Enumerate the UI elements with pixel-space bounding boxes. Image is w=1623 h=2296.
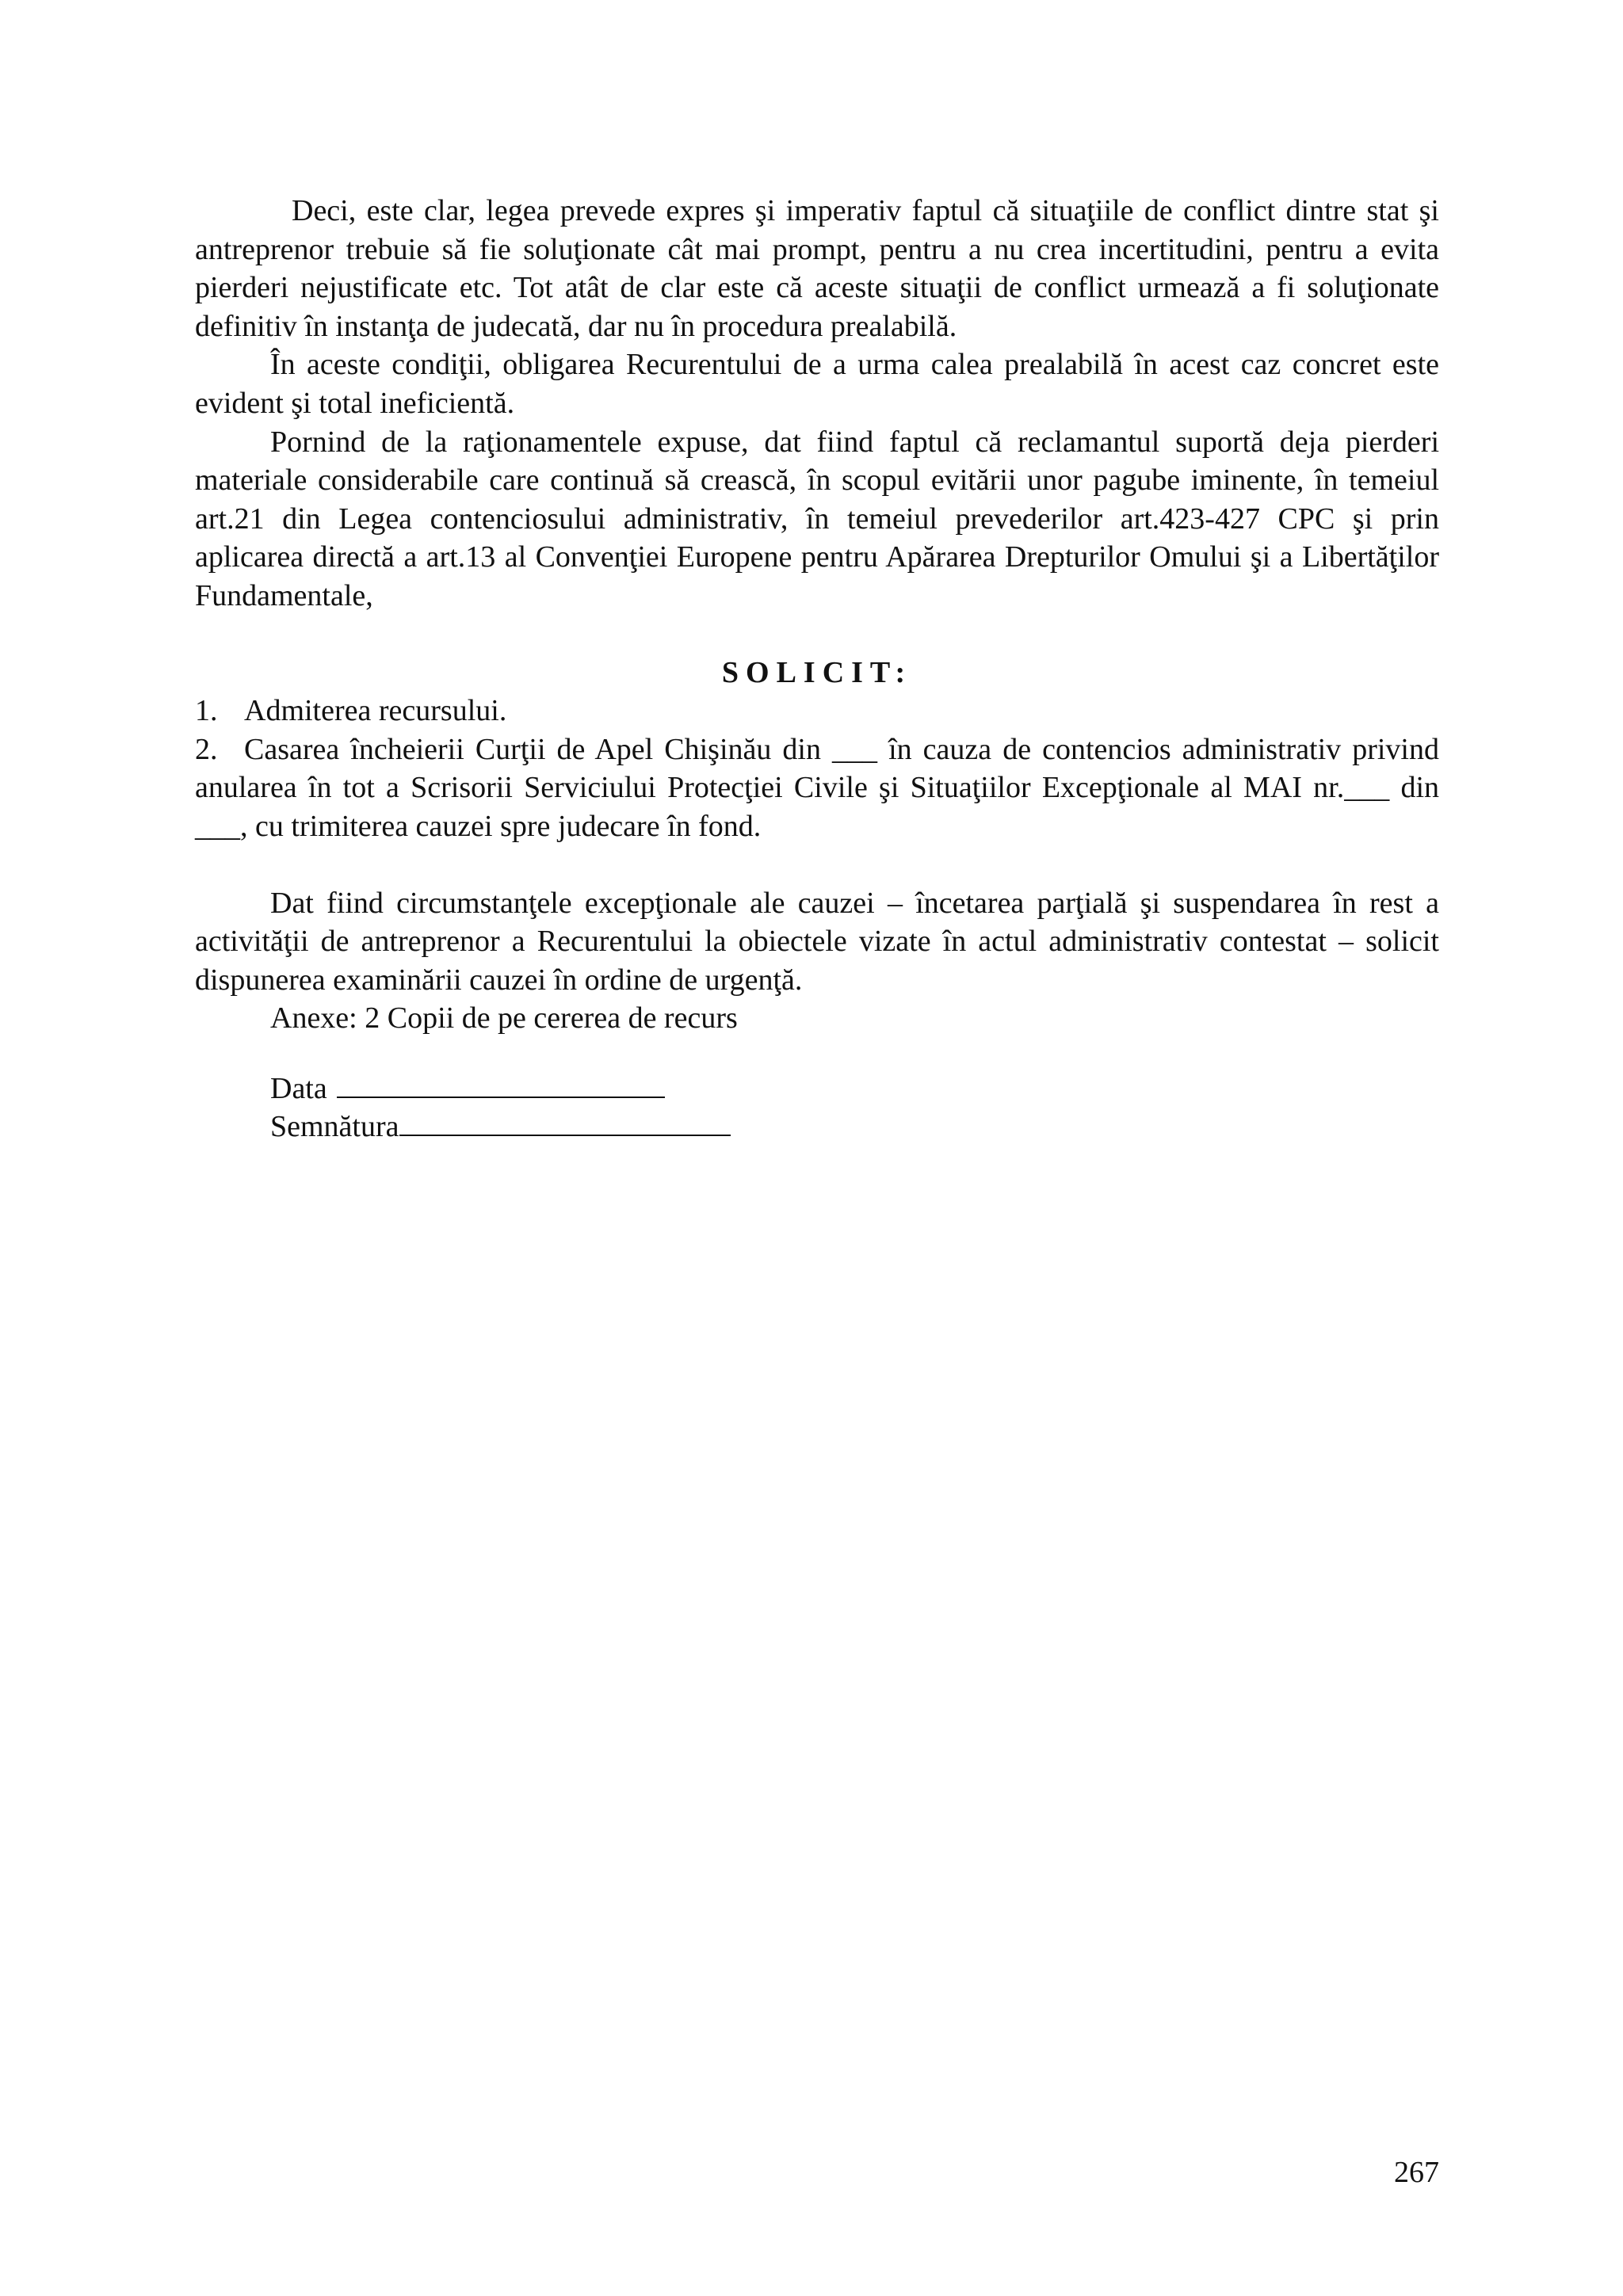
- document-body: [195, 192, 1439, 1146]
- section-heading-solicit: SOLICIT:: [721, 655, 913, 689]
- request-text: Casarea încheierii Curţii de Apel Chişinău din ___ în cauza de contencios administrativ privind anularea în tot a Scrisorii Serviciului Protecţiei Civile şi Situaţiilor Excepţionale al MAI nr.___ din ___, cu trimiterea cauzei spre judecare în fond.: [195, 732, 1439, 843]
- signature-block: [270, 1070, 1439, 1146]
- paragraph-conflict-resolution: Deci, este clar, legea prevede expres şi imperativ faptul că situaţiile de conflict dintre stat şi antreprenor trebuie să fie soluţionate cât mai prompt, pentru a nu crea incertitudini, pentru a evita pierderi nejustificate etc. Tot atât de clar este că aceste situaţii de conflict urmează a fi soluţionate definitiv în instanţa de judecată, dar nu în procedura prealabilă.: [195, 194, 1439, 343]
- spacer: [195, 846, 1439, 884]
- paragraph-urgency: Dat fiind circumstanţele excepţionale ale cauzei – încetarea parţială şi suspendarea în rest a activităţii de antreprenor a Recurentului la obiectele vizate în actul administrativ contestat – solicit dispunerea examinării cauzei în ordine de urgenţă.: [195, 886, 1439, 997]
- date-field: [270, 1070, 1439, 1108]
- annex-line: Anexe: 2 Copii de pe cererea de recurs: [270, 1001, 738, 1035]
- signature-field: [270, 1108, 1439, 1146]
- request-item-1: [195, 692, 1439, 730]
- request-item-2: [195, 730, 1439, 846]
- signature-label: Semnătura: [270, 1110, 399, 1144]
- request-number: 1.: [195, 694, 218, 728]
- request-text: Admiterea recursului.: [244, 694, 507, 728]
- paragraph-prior-procedure: În aceste condiţii, obligarea Recurentului de a urma calea prealabilă în acest caz concret este evident şi total ineficientă.: [195, 348, 1439, 420]
- paragraph-legal-basis: Pornind de la raţionamentele expuse, dat fiind faptul că reclamantul suportă deja pierderi materiale considerabile care continuă să crească, în scopul evitării unor pagube iminente, în temeiul art.21 din Legea contenciosului administrativ, în temeiul prevederilor art.423-427 CPC şi prin aplicarea directă a art.13 al Convenţiei Europene pentru Apărarea Drepturilor Omului şi a Libertăţilor Fundamentale,: [195, 425, 1439, 612]
- page-number: 267: [1394, 2156, 1439, 2189]
- date-label: Data: [270, 1071, 327, 1105]
- date-blank-line: [337, 1096, 665, 1098]
- signature-blank-line: [399, 1134, 731, 1136]
- request-number: 2.: [195, 732, 218, 766]
